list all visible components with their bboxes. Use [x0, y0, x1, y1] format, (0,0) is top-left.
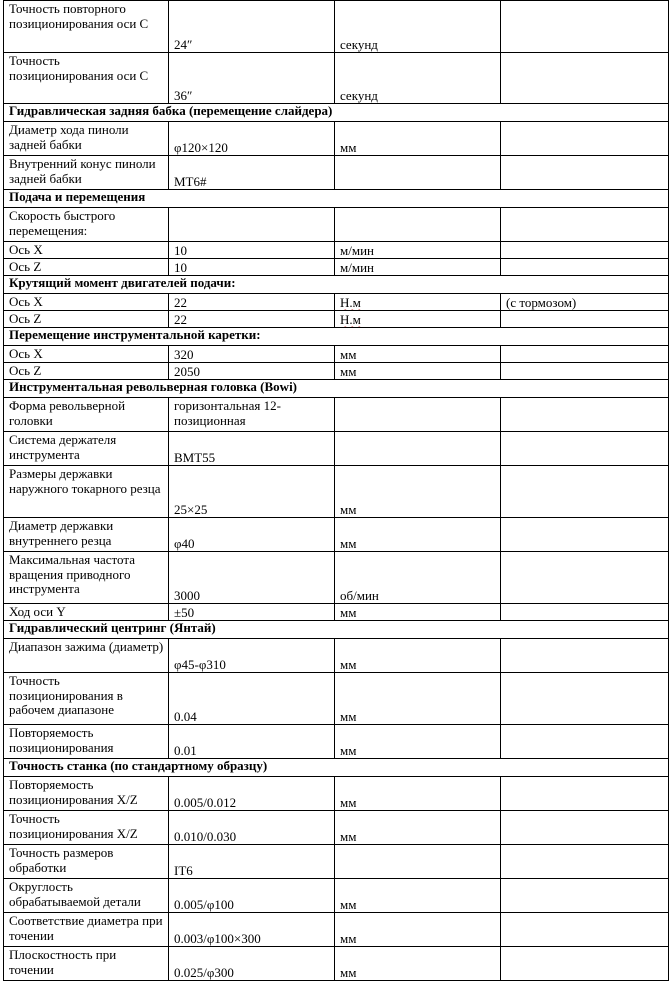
param-unit — [335, 208, 501, 242]
section-title: Точность станка (по стандартному образцу) — [4, 759, 669, 777]
param-note — [501, 122, 669, 156]
param-note — [501, 466, 669, 518]
param-name: Скорость быстрого перемещения: — [4, 208, 169, 242]
section-header-row — [4, 380, 669, 398]
param-value: φ120×120 — [169, 122, 335, 156]
param-unit: мм — [335, 725, 501, 759]
table-row — [4, 346, 669, 363]
param-unit: мм — [335, 363, 501, 380]
param-note — [501, 242, 669, 259]
param-unit — [335, 156, 501, 190]
param-note — [501, 913, 669, 947]
param-unit: мм — [335, 811, 501, 845]
param-note — [501, 604, 669, 621]
param-name: Диаметр хода пиноли задней бабки — [4, 122, 169, 156]
table-row — [4, 311, 669, 328]
param-note — [501, 53, 669, 104]
param-value: ±50 — [169, 604, 335, 621]
param-name: Точность позиционирования X/Z — [4, 811, 169, 845]
table-row — [4, 725, 669, 759]
table-row — [4, 777, 669, 811]
param-value: 0.01 — [169, 725, 335, 759]
param-name: Ось X — [4, 294, 169, 311]
param-name: Плоскостность при точении — [4, 947, 169, 981]
param-note — [501, 259, 669, 276]
param-unit: мм — [335, 346, 501, 363]
param-note — [501, 725, 669, 759]
param-name: Размеры державки наружного токарного резца — [4, 466, 169, 518]
param-note — [501, 346, 669, 363]
section-header-row — [4, 104, 669, 122]
param-note — [501, 432, 669, 466]
param-name: Ось X — [4, 346, 169, 363]
section-title: Подача и перемещения — [4, 190, 669, 208]
param-value: φ40 — [169, 518, 335, 552]
section-title: Гидравлическая задняя бабка (перемещение слайдера) — [4, 104, 669, 122]
param-name: Внутренний конус пиноли задней бабки — [4, 156, 169, 190]
table-row — [4, 879, 669, 913]
param-unit: мм — [335, 518, 501, 552]
table-row — [4, 1, 669, 53]
param-note — [501, 811, 669, 845]
table-row — [4, 432, 669, 466]
table-row — [4, 947, 669, 981]
param-note — [501, 552, 669, 604]
param-value: 0.003/φ100×300 — [169, 913, 335, 947]
table-row — [4, 53, 669, 104]
param-name: Диаметр державки внутреннего резца — [4, 518, 169, 552]
param-value: 2050 — [169, 363, 335, 380]
spec-table-body — [4, 1, 669, 981]
table-row — [4, 518, 669, 552]
param-value: MT6# — [169, 156, 335, 190]
table-row — [4, 913, 669, 947]
table-row — [4, 639, 669, 673]
param-unit: мм — [335, 466, 501, 518]
param-unit: мм — [335, 639, 501, 673]
table-row — [4, 604, 669, 621]
param-value: 24″ — [169, 1, 335, 53]
table-row — [4, 811, 669, 845]
table-row — [4, 122, 669, 156]
section-header-row — [4, 190, 669, 208]
param-name: Система держателя инструмента — [4, 432, 169, 466]
section-header-row — [4, 276, 669, 294]
param-value: 0.025/φ300 — [169, 947, 335, 981]
section-title: Перемещение инструментальной каретки: — [4, 328, 669, 346]
param-value: 10 — [169, 242, 335, 259]
param-name: Ход оси Y — [4, 604, 169, 621]
param-unit: секунд — [335, 1, 501, 53]
table-row — [4, 673, 669, 725]
param-note — [501, 777, 669, 811]
param-name: Диапазон зажима (диаметр) — [4, 639, 169, 673]
table-row — [4, 398, 669, 432]
param-value: 3000 — [169, 552, 335, 604]
table-row — [4, 259, 669, 276]
param-unit: мм — [335, 777, 501, 811]
param-unit: м/мин — [335, 259, 501, 276]
param-value: 0.04 — [169, 673, 335, 725]
param-unit — [335, 432, 501, 466]
param-note — [501, 363, 669, 380]
param-name: Точность размеров обработки — [4, 845, 169, 879]
param-unit-text: Н.м — [340, 294, 361, 310]
param-value: 0.005/0.012 — [169, 777, 335, 811]
param-note — [501, 156, 669, 190]
param-name: Ось X — [4, 242, 169, 259]
table-row — [4, 466, 669, 518]
param-name: Форма револьверной головки — [4, 398, 169, 432]
param-note — [501, 1, 669, 53]
param-unit: м/мин — [335, 242, 501, 259]
param-note — [501, 673, 669, 725]
param-unit — [335, 311, 501, 328]
param-value: 25×25 — [169, 466, 335, 518]
param-unit — [335, 398, 501, 432]
param-value: 0.010/0.030 — [169, 811, 335, 845]
param-unit — [335, 845, 501, 879]
param-value: BMT55 — [169, 432, 335, 466]
param-note — [501, 639, 669, 673]
param-value: 10 — [169, 259, 335, 276]
param-note: (с тормозом) — [501, 294, 669, 311]
param-value: 22 — [169, 311, 335, 328]
param-note — [501, 311, 669, 328]
param-name: Точность позиционирования в рабочем диапазоне — [4, 673, 169, 725]
param-value: 0.005/φ100 — [169, 879, 335, 913]
table-row — [4, 242, 669, 259]
table-row — [4, 156, 669, 190]
param-value: 36″ — [169, 53, 335, 104]
param-value: 22 — [169, 294, 335, 311]
section-title: Крутящий момент двигателей подачи: — [4, 276, 669, 294]
param-value: горизонтальная 12-позиционная — [169, 398, 335, 432]
param-note — [501, 947, 669, 981]
param-unit-text: Н.м — [340, 311, 361, 327]
param-name: Повторяемость позиционирования — [4, 725, 169, 759]
param-name: Ось Z — [4, 363, 169, 380]
param-note — [501, 518, 669, 552]
param-unit: секунд — [335, 53, 501, 104]
param-unit: мм — [335, 947, 501, 981]
param-value: IT6 — [169, 845, 335, 879]
param-name: Точность позиционирования оси С — [4, 53, 169, 104]
table-row — [4, 845, 669, 879]
param-value: 320 — [169, 346, 335, 363]
param-note — [501, 208, 669, 242]
param-unit: мм — [335, 913, 501, 947]
param-name: Округлость обрабатываемой детали — [4, 879, 169, 913]
param-note — [501, 879, 669, 913]
param-name: Соответствие диаметра при точении — [4, 913, 169, 947]
section-header-row — [4, 621, 669, 639]
table-row — [4, 552, 669, 604]
param-unit: мм — [335, 604, 501, 621]
section-title — [4, 380, 669, 398]
param-name: Ось Z — [4, 311, 169, 328]
param-name: Точность повторного позиционирования оси С — [4, 1, 169, 53]
spec-table — [3, 0, 669, 981]
param-unit: мм — [335, 122, 501, 156]
param-value — [169, 208, 335, 242]
param-name: Максимальная частота вращения приводного инструмента — [4, 552, 169, 604]
param-name: Ось Z — [4, 259, 169, 276]
param-unit: об/мин — [335, 552, 501, 604]
param-unit: мм — [335, 879, 501, 913]
section-title: Гидравлический центринг (Янтай) — [4, 621, 669, 639]
table-row — [4, 363, 669, 380]
param-unit: мм — [335, 673, 501, 725]
param-unit — [335, 294, 501, 311]
param-name: Повторяемость позиционирования X/Z — [4, 777, 169, 811]
section-header-row — [4, 328, 669, 346]
table-row — [4, 294, 669, 311]
param-note — [501, 845, 669, 879]
section-title-text: Инструментальная револьверная головка (Bowi) — [9, 379, 298, 394]
table-row — [4, 208, 669, 242]
section-header-row — [4, 759, 669, 777]
param-note — [501, 398, 669, 432]
param-value: φ45-φ310 — [169, 639, 335, 673]
